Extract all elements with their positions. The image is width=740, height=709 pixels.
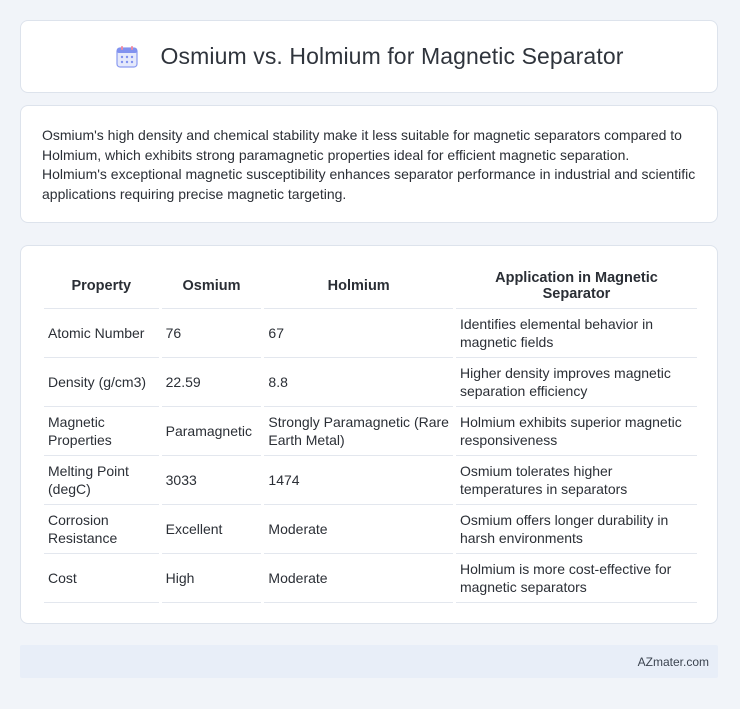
cell-osmium: Excellent (162, 505, 262, 554)
column-header-property: Property (44, 264, 159, 309)
column-header-holmium: Holmium (264, 264, 453, 309)
cell-osmium: 3033 (162, 456, 262, 505)
cell-osmium: High (162, 554, 262, 603)
cell-holmium: 8.8 (264, 358, 453, 407)
table-row (44, 505, 697, 554)
column-header-application: Application in Magnetic Separator (456, 264, 697, 309)
cell-holmium: 67 (264, 309, 453, 358)
footer-brand: AZmater.com (637, 654, 709, 669)
column-header-osmium: Osmium (162, 264, 262, 309)
cell-osmium: Paramagnetic (162, 407, 262, 456)
cell-application: Osmium offers longer durability in harsh environments (456, 505, 697, 554)
cell-application: Osmium tolerates higher temperatures in separators (456, 456, 697, 505)
cell-property: Melting Point (degC) (44, 456, 159, 505)
table-row (44, 554, 697, 603)
cell-osmium: 76 (162, 309, 262, 358)
cell-application: Holmium is more cost-effective for magnetic separators (456, 554, 697, 603)
table-header-row (44, 264, 697, 309)
cell-application: Higher density improves magnetic separation efficiency (456, 358, 697, 407)
cell-property: Atomic Number (44, 309, 159, 358)
calendar-icon (115, 45, 139, 69)
table-row (44, 309, 697, 358)
cell-holmium: Strongly Paramagnetic (Rare Earth Metal) (264, 407, 453, 456)
cell-holmium: Moderate (264, 554, 453, 603)
summary-card (20, 105, 718, 223)
comparison-table-card (20, 245, 718, 624)
cell-property: Corrosion Resistance (44, 505, 159, 554)
cell-application: Identifies elemental behavior in magnetic fields (456, 309, 697, 358)
cell-application: Holmium exhibits superior magnetic responsiveness (456, 407, 697, 456)
cell-property: Density (g/cm3) (44, 358, 159, 407)
cell-property: Cost (44, 554, 159, 603)
table-row (44, 407, 697, 456)
footer-bar (20, 645, 718, 678)
cell-property: Magnetic Properties (44, 407, 159, 456)
page-title: Osmium vs. Holmium for Magnetic Separator (160, 43, 624, 69)
cell-osmium: 22.59 (162, 358, 262, 407)
cell-holmium: Moderate (264, 505, 453, 554)
cell-holmium: 1474 (264, 456, 453, 505)
table-row (44, 358, 697, 407)
table-row (44, 456, 697, 505)
summary-paragraph: Osmium's high density and chemical stability make it less suitable for magnetic separators compared to Holmium, which exhibits strong paramagnetic properties ideal for efficient magnetic separation. Holmium's exceptional magnetic susceptibility enhances separator performance in industrial and scientific applications requiring precise magnetic targeting. (42, 127, 696, 202)
comparison-table (41, 264, 700, 603)
title-card (20, 20, 718, 93)
